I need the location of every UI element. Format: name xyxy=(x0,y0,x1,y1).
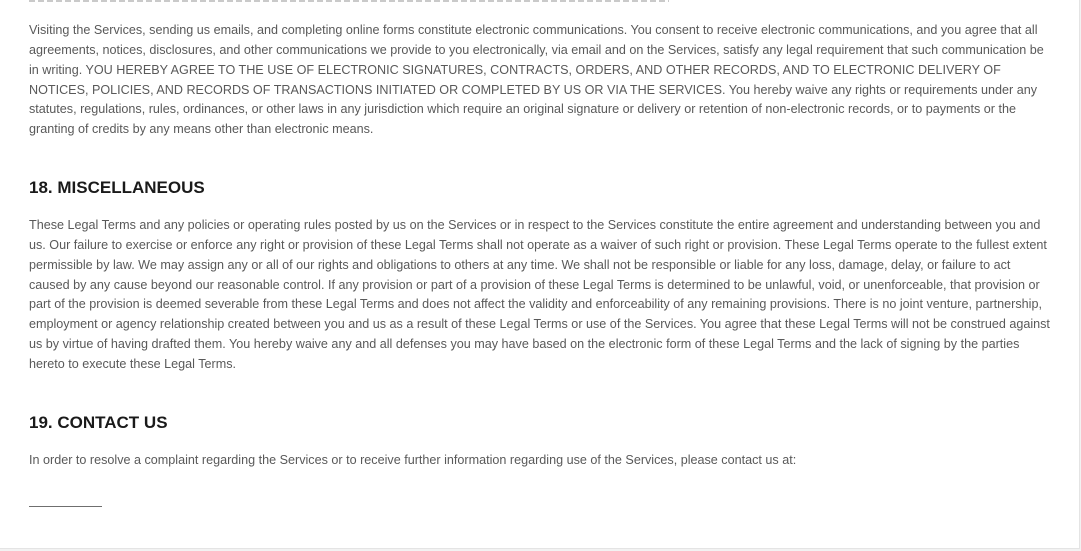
contact-us-paragraph: In order to resolve a complaint regarding the Services or to receive further information regarding use of the Services, please contact us at: xyxy=(29,453,797,467)
section-heading-contact-us: 19. CONTACT US xyxy=(29,413,168,432)
section-heading-miscellaneous: 18. MISCELLANEOUS xyxy=(29,178,205,197)
miscellaneous-paragraph: These Legal Terms and any policies or operating rules posted by us on the Services or in respect to the Services constitute the entire agreement and understanding between you and us. Our failure to exercise or enforce any right or provision of these Legal Terms shall not operate as a waiver of such right or provision. These Legal Terms operate to the fullest extent permissible by law. We may assign any or all of our rights and obligations to others at any time. We shall not be responsible or liable for any loss, damage, delay, or failure to act caused by any cause beyond our reasonable control. If any provision or part of a provision of these Legal Terms is determined to be unlawful, void, or unenforceable, that provision or part of the provision is deemed severable from these Legal Terms and does not affect the validity and enforceability of any remaining provisions. There is no joint venture, partnership, employment or agency relationship created between you and us as a result of these Legal Terms or use of the Services. You agree that these Legal Terms will not be construed against us by virtue of having drafted them. You hereby waive any and all defenses you may have based on the electronic form of these Legal Terms and the lack of signing by the parties hereto to execute these Legal Terms. xyxy=(29,218,1050,371)
electronic-communications-paragraph: Visiting the Services, sending us emails, and completing online forms constitute electronic communications. You consent to receive electronic communications, and you agree that all agreements, notices, disclosures, and other communications we provide to you electronically, via email and on the Services, satisfy any legal requirement that such communication be in writing. YOU HEREBY AGREE TO THE USE OF ELECTRONIC SIGNATURES, CONTRACTS, ORDERS, AND OTHER RECORDS, AND TO ELECTRONIC DELIVERY OF NOTICES, POLICIES, AND RECORDS OF TRANSACTIONS INITIATED OR COMPLETED BY US OR VIA THE SERVICES. You hereby waive any rights or requirements under any statutes, regulations, rules, ordinances, or other laws in any jurisdiction which require an original signature or delivery or retention of non-electronic records, or to payments or the granting of credits by any means other than electronic means. xyxy=(29,23,1044,137)
cut-off-previous-text xyxy=(29,0,669,2)
divider-line xyxy=(29,506,102,507)
